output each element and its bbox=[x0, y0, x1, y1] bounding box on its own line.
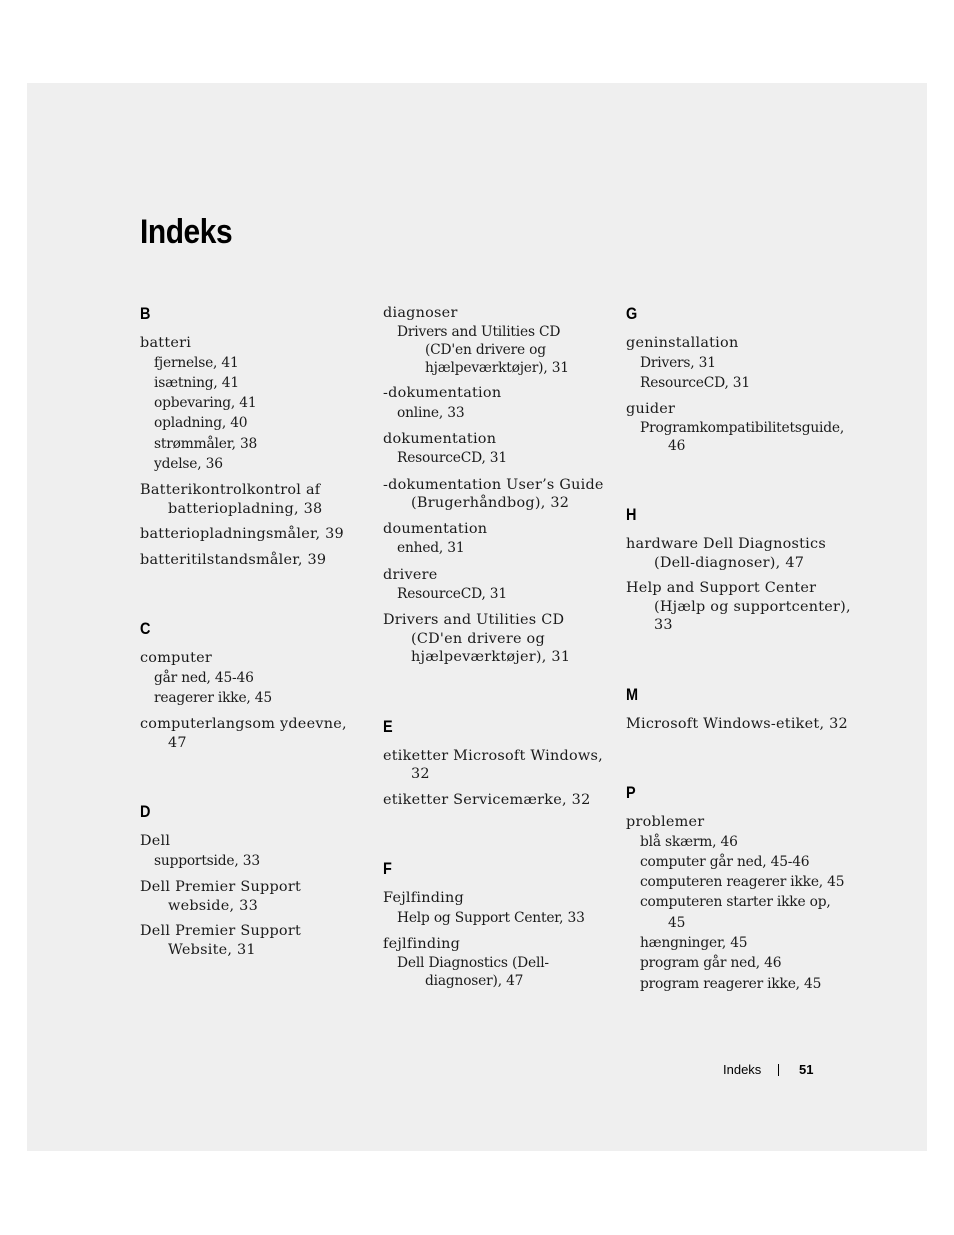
index-entry bbox=[383, 304, 608, 377]
index-entry bbox=[626, 579, 851, 635]
index-subentry: reagerer ikke, 45 bbox=[154, 690, 272, 707]
section-letter: B bbox=[140, 304, 151, 323]
section-letter: P bbox=[626, 783, 636, 802]
section-letter: G bbox=[626, 304, 638, 323]
index-section bbox=[626, 304, 851, 455]
index-section bbox=[140, 304, 365, 569]
index-subentry: Dell Diagnostics (Dell-diagnoser), 47 bbox=[397, 954, 549, 989]
index-subentry: computeren starter ikke op, 45 bbox=[640, 894, 831, 931]
index-section bbox=[626, 783, 851, 994]
index-term: batteri bbox=[140, 335, 192, 351]
section-letter: C bbox=[140, 619, 151, 639]
index-entry bbox=[626, 334, 851, 393]
section-letter: M bbox=[626, 684, 639, 704]
index-term: Batterikontrolkontrol af batteriopladning, 38 bbox=[140, 482, 323, 517]
index-term: hardware Dell Diagnostics (Dell-diagnoser), 47 bbox=[626, 536, 826, 571]
index-subentry: Drivers, 31 bbox=[640, 354, 716, 371]
index-term: batteritilstandsmåler, 39 bbox=[140, 551, 327, 568]
index-subentry: opladning, 40 bbox=[154, 415, 248, 432]
index-term: etiketter Servicemærke, 32 bbox=[383, 791, 591, 808]
index-column-1 bbox=[140, 304, 365, 1009]
index-entry bbox=[140, 481, 365, 518]
index-term: Dell bbox=[140, 833, 171, 850]
index-term: computerlangsom ydeevne, 47 bbox=[140, 716, 347, 751]
index-subentry: ResourceCD, 31 bbox=[640, 374, 750, 391]
index-term: geninstallation bbox=[626, 335, 739, 351]
index-entry bbox=[383, 747, 608, 784]
index-subentry: computer går ned, 45-46 bbox=[640, 853, 810, 870]
index-entry bbox=[383, 889, 608, 928]
index-subentry: blå skærm, 46 bbox=[640, 833, 738, 850]
section-letter: H bbox=[626, 505, 637, 524]
index-entry bbox=[626, 400, 851, 455]
index-section bbox=[383, 717, 608, 810]
index-term: fejlfinding bbox=[383, 936, 461, 953]
index-section bbox=[626, 685, 851, 734]
index-subentry: går ned, 45-46 bbox=[154, 669, 254, 686]
index-term: etiketter Microsoft Windows, 32 bbox=[383, 747, 603, 783]
index-term: -dokumentation User’s Guide (Brugerhåndbog), 32 bbox=[383, 476, 604, 512]
index-entry bbox=[383, 791, 608, 810]
index-term: Microsoft Windows-etiket, 32 bbox=[626, 715, 848, 732]
index-subentry: fjernelse, 41 bbox=[154, 354, 239, 371]
index-entry bbox=[383, 935, 608, 990]
index-column-2 bbox=[383, 304, 608, 1040]
index-subentry: program reagerer ikke, 45 bbox=[640, 975, 822, 992]
index-section bbox=[140, 619, 365, 752]
index-term: Help and Support Center (Hjælp og supportcenter), 33 bbox=[626, 580, 851, 633]
index-subentry: ResourceCD, 31 bbox=[397, 586, 507, 602]
index-entry bbox=[626, 715, 851, 734]
index-entry bbox=[140, 525, 365, 544]
index-entry bbox=[383, 566, 608, 605]
index-subentry: computeren reagerer ikke, 45 bbox=[640, 874, 845, 891]
index-entry bbox=[383, 611, 608, 667]
index-subentry: Programkompatibilitetsguide, 46 bbox=[640, 419, 845, 454]
index-section bbox=[383, 304, 608, 667]
index-subentry: online, 33 bbox=[397, 404, 465, 421]
index-subentry: program går ned, 46 bbox=[640, 955, 782, 972]
index-subentry: strømmåler, 38 bbox=[154, 435, 258, 452]
index-section bbox=[383, 859, 608, 990]
section-letter: F bbox=[383, 859, 392, 879]
index-entry bbox=[383, 384, 608, 423]
index-subentry: enhed, 31 bbox=[397, 540, 465, 557]
footer-page-number: 51 bbox=[799, 1062, 814, 1077]
index-subentry: hængninger, 45 bbox=[640, 934, 748, 951]
index-subentry: ResourceCD, 31 bbox=[397, 450, 507, 467]
index-column-3 bbox=[626, 304, 851, 1044]
index-entry bbox=[140, 878, 365, 915]
section-letter: E bbox=[383, 716, 393, 736]
index-term: doumentation bbox=[383, 520, 488, 537]
index-subentry: opbevaring, 41 bbox=[154, 395, 257, 412]
index-subentry: supportside, 33 bbox=[154, 852, 260, 869]
index-term: Dell Premier Support Website, 31 bbox=[140, 923, 302, 958]
index-entry bbox=[626, 813, 851, 994]
index-term: Fejlfinding bbox=[383, 890, 465, 907]
index-entry bbox=[140, 551, 365, 570]
index-entry bbox=[140, 922, 365, 959]
index-term: dokumentation bbox=[383, 430, 497, 447]
index-entry bbox=[626, 535, 851, 572]
index-entry bbox=[140, 715, 365, 752]
index-section bbox=[626, 505, 851, 635]
footer-section-label: Indeks bbox=[723, 1062, 762, 1077]
index-subentry: Help og Support Center, 33 bbox=[397, 909, 585, 926]
index-entry bbox=[383, 520, 608, 559]
index-entry bbox=[140, 334, 365, 474]
index-term: drivere bbox=[383, 566, 438, 583]
index-entry bbox=[383, 430, 608, 469]
index-term: computer bbox=[140, 650, 213, 667]
footer-separator bbox=[778, 1064, 779, 1076]
page-title: Indeks bbox=[140, 213, 233, 251]
index-term: batteriopladningsmåler, 39 bbox=[140, 526, 344, 543]
index-term: guider bbox=[626, 401, 676, 418]
index-term: problemer bbox=[626, 814, 705, 830]
index-entry bbox=[383, 476, 608, 513]
index-term: Dell Premier Support webside, 33 bbox=[140, 879, 302, 914]
index-subentry: Drivers and Utilities CD (CD'en drivere og hjælpeværktøjer), 31 bbox=[397, 323, 569, 376]
index-subentry: isætning, 41 bbox=[154, 374, 239, 391]
index-entry bbox=[140, 649, 365, 708]
index-term: diagnoser bbox=[383, 305, 458, 321]
index-term: Drivers and Utilities CD (CD'en drivere og hjælpeværktøjer), 31 bbox=[383, 612, 571, 666]
index-subentry: ydelse, 36 bbox=[154, 455, 223, 472]
index-entry bbox=[140, 832, 365, 871]
section-letter: D bbox=[140, 802, 151, 822]
index-section bbox=[140, 802, 365, 959]
index-term: -dokumentation bbox=[383, 385, 502, 402]
